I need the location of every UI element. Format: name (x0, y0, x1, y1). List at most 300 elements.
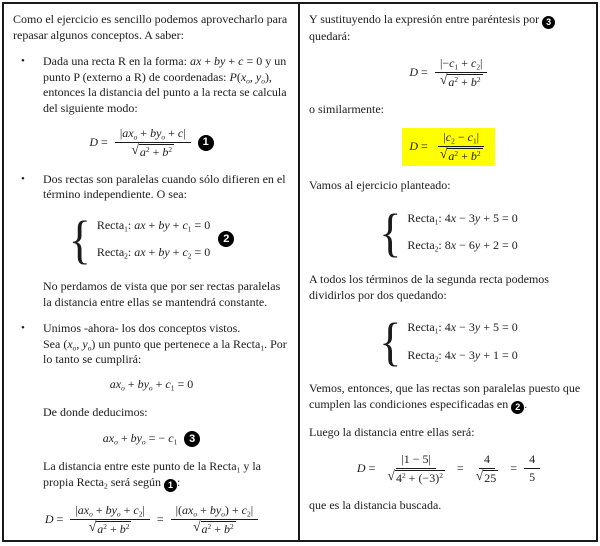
text-run: + (92, 502, 106, 517)
text-run: |− (440, 55, 450, 70)
text-run: + (145, 245, 159, 260)
square-root (387, 467, 445, 486)
text-run: − 3 (456, 210, 475, 225)
text-run: + (152, 376, 166, 391)
text-run: o (89, 509, 93, 519)
text-run (139, 144, 174, 160)
fraction (115, 126, 191, 160)
formula (103, 431, 200, 447)
text-run: y la propia Recta (43, 459, 261, 489)
text-run: o (114, 437, 118, 447)
text-run: + (149, 144, 163, 159)
text-run: Vemos, entonces, que las rectas son paralelas puesto que cumplen las condiciones especificadas en (309, 381, 581, 411)
text-run: 2 (401, 470, 406, 480)
fraction-numerator (396, 452, 436, 469)
text-run: + (137, 125, 151, 140)
square-root (440, 148, 483, 164)
text-run: 4 (395, 470, 402, 485)
paragraph (43, 405, 290, 421)
radical-icon: √ (439, 71, 448, 87)
text-run: + (145, 217, 159, 232)
text-run: o (221, 509, 225, 519)
text-run: No perdamos de vista que por ser rectas paralelas la distancia entre ellas se mantendrá constante. (43, 278, 281, 309)
text-run: que es la distancia buscada. (309, 497, 442, 512)
text-run (407, 205, 517, 260)
radical-icon: √ (192, 518, 201, 534)
fraction-numerator (524, 452, 540, 469)
bullet-marker-icon: • (21, 172, 25, 185)
text-run: 2 (125, 521, 130, 531)
text-run: 2 (434, 354, 439, 364)
text-run: : 4 (438, 347, 451, 362)
text-run: ), entonces la distancia del punto a la recta se calcula del siguiente modo: (43, 69, 287, 115)
text-run: : 8 (438, 238, 451, 253)
text-run: 1 (434, 326, 439, 336)
system-line (407, 211, 517, 227)
formula (45, 503, 258, 537)
text-run: − 3 (456, 320, 475, 335)
text-run: a (97, 521, 104, 536)
text-run: o (87, 343, 92, 353)
left-column (4, 4, 300, 540)
text-run: 2 (187, 251, 192, 261)
text-run: 2 (138, 509, 143, 519)
math-run (110, 377, 193, 393)
subscript (174, 438, 178, 447)
text-run: 1 (170, 383, 175, 393)
text-run: Unimos -ahora- los dos conceptos vistos. (43, 321, 241, 336)
system-line (97, 245, 210, 261)
text-run: Recta (407, 210, 435, 225)
text-run: by (158, 217, 170, 232)
text-run: ax (134, 245, 146, 260)
text-run: D (44, 511, 54, 526)
fraction (435, 130, 488, 164)
text-run: 2 (247, 509, 251, 519)
text-run: by (214, 54, 226, 69)
square-root (131, 141, 174, 160)
text-run: + (211, 521, 225, 536)
math-run (409, 139, 427, 155)
text-run: y (474, 320, 481, 335)
fraction-numerator (115, 126, 191, 143)
text-run: x (240, 69, 247, 84)
text-run: by (130, 431, 142, 446)
superscript (230, 522, 234, 531)
text-run: Recta (407, 238, 435, 253)
text-run: + (124, 376, 138, 391)
formula (89, 126, 213, 160)
text-run: o (246, 76, 250, 86)
text-run: : (127, 217, 135, 232)
text-run: ax (122, 125, 134, 140)
math-run (457, 461, 464, 477)
math-run (409, 65, 427, 81)
superscript (439, 470, 443, 479)
document-page (2, 2, 598, 542)
text-run: 2 (434, 244, 439, 254)
system-line (97, 218, 210, 234)
step-badge-2: 2 (218, 231, 234, 247)
text-run: = (510, 460, 518, 475)
text-run: by (150, 125, 162, 140)
text-run: = (53, 511, 64, 526)
text-run: Recta (96, 217, 125, 232)
text-run: + (458, 74, 471, 89)
bullet-text (43, 321, 290, 368)
text-run: o (161, 131, 166, 141)
text-run: 1 (173, 437, 178, 447)
fraction-numerator (171, 503, 259, 520)
step-badge-1: 1 (164, 479, 177, 492)
text-run: + (458, 149, 471, 164)
fraction-denominator (84, 520, 137, 537)
text-run: = − (145, 431, 169, 446)
text-run: a (448, 74, 455, 89)
fraction-denominator (435, 73, 488, 90)
text-run: |1 − 5| (401, 451, 431, 466)
text-run (395, 470, 445, 486)
text-run: , (249, 69, 256, 84)
text-run: quedará: (309, 29, 351, 43)
text-run: Sea ( (43, 336, 68, 351)
text-run: : 4 (438, 320, 451, 335)
radical-icon: √ (475, 467, 484, 483)
text-run: 4 (529, 452, 536, 467)
fraction (471, 452, 504, 486)
text-run: o similarmente: (309, 101, 384, 116)
text-run: b (470, 74, 477, 89)
step-badge-1: 1 (198, 135, 214, 151)
fraction (70, 503, 150, 537)
text-run: c (182, 245, 188, 260)
text-run: P (229, 69, 237, 84)
bullet-item (13, 172, 290, 203)
text-run: a (139, 144, 146, 159)
text-run: 2 (168, 144, 173, 154)
text-run: + (458, 55, 471, 70)
text-run: by (105, 502, 117, 517)
text-run: c (471, 55, 477, 70)
text-run: D (409, 139, 419, 154)
text-run: 2 (454, 74, 459, 84)
square-root (439, 71, 483, 90)
text-run: 2 (451, 136, 455, 146)
text-run: D (356, 460, 366, 475)
text-run: = (156, 511, 164, 526)
text-run: : (127, 245, 135, 260)
text-run: = 0 y un punto P (externo a R) de coordenadas: (43, 54, 287, 84)
brace-icon: { (379, 312, 402, 371)
radical-icon: √ (88, 518, 97, 534)
text-run: + (120, 502, 134, 517)
text-run: c (182, 217, 188, 232)
text-run (447, 74, 482, 90)
text-run: | (480, 55, 483, 70)
text-run: b (470, 149, 477, 164)
text-run: o (141, 437, 146, 447)
paragraph (309, 102, 588, 118)
text-run: | (75, 502, 78, 517)
text-run: 2 (454, 149, 459, 159)
paragraph (13, 12, 290, 43)
text-run: by (209, 502, 222, 517)
text-run: A todos los términos de la segunda recta podemos dividirlos por dos quedando: (309, 271, 549, 302)
text-run: 1 (434, 217, 439, 227)
text-run: c (165, 376, 171, 391)
text-run: ax (102, 431, 115, 446)
formula (357, 452, 540, 486)
text-run: Recta (96, 245, 125, 260)
text-run: = 0 (191, 245, 211, 260)
fraction-denominator (382, 469, 450, 486)
text-run: = (418, 64, 428, 79)
fraction-denominator (126, 143, 179, 160)
text-run (447, 148, 482, 164)
equation-system (379, 202, 518, 262)
text-run: c (168, 431, 174, 446)
text-run: b (119, 521, 126, 536)
radical-icon: √ (387, 467, 395, 483)
text-run: ) un punto que pertenece a la Recta (91, 336, 261, 351)
formula (110, 377, 193, 393)
text-run: c (238, 54, 244, 69)
text-run: | (443, 130, 446, 145)
text-run: Recta (407, 320, 435, 335)
system-line (407, 320, 517, 336)
text-run (96, 521, 131, 537)
text-run: 2 (439, 470, 443, 480)
formula (409, 56, 487, 90)
text-run: y (82, 336, 88, 351)
text-run: y (474, 210, 481, 225)
text-run: y (255, 69, 262, 84)
text-run: o (133, 131, 138, 141)
text-run: + (−3) (405, 470, 440, 485)
fraction-numerator (435, 56, 487, 73)
bullet-text (43, 54, 290, 116)
text-run: = 0 (174, 376, 194, 391)
math-run (103, 431, 177, 447)
text-run: + 2 = 0 (480, 238, 518, 253)
text-run: + (169, 245, 183, 260)
text-run: by (137, 376, 149, 391)
text-run: by (158, 245, 170, 260)
radical-icon: √ (439, 146, 448, 162)
paragraph (309, 381, 588, 414)
text-run: 5 (529, 470, 536, 485)
text-run: Dada una recta R en la forma: (43, 54, 190, 69)
text-run: 2 (207, 521, 212, 531)
math-run (45, 512, 63, 528)
brace-icon: { (68, 209, 91, 269)
text-run: 2 (145, 144, 150, 154)
text-run: 2 (124, 251, 128, 261)
fraction-denominator (524, 469, 540, 485)
text-run: ax (134, 217, 146, 232)
text-run: c (133, 502, 139, 517)
paragraph (309, 498, 588, 514)
text-run: y (474, 238, 481, 253)
text-run: = (418, 139, 428, 154)
text-run: x (450, 238, 457, 253)
step-badge-3: 3 (184, 431, 200, 447)
text-run: x (450, 320, 457, 335)
math-run (157, 512, 164, 528)
text-run: ) + (224, 502, 242, 517)
text-run: 1 (124, 224, 128, 234)
text-run: : (177, 474, 181, 489)
text-run: 2 (103, 481, 108, 491)
text-run: ( (236, 69, 241, 84)
right-column (300, 4, 596, 540)
text-run: x (450, 210, 457, 225)
text-run: 1 (454, 61, 459, 71)
text-run: o (116, 509, 121, 519)
text-run: 25 (484, 470, 497, 485)
text-run: . (524, 396, 528, 411)
text-run: : 4 (438, 210, 451, 225)
text-run: o (193, 509, 198, 519)
text-run: | (476, 130, 480, 145)
text-run: c (449, 55, 455, 70)
text-run (483, 470, 498, 486)
text-run: ax (182, 502, 194, 517)
text-run: D (409, 64, 419, 79)
text-run: Como el ejercicio es sencillo podemos aprovecharlo para repasar algunos conceptos. A saber: (13, 12, 288, 42)
fraction-numerator (70, 503, 150, 520)
text-run: | (250, 502, 254, 517)
text-run (97, 212, 210, 267)
math-run (357, 461, 375, 477)
text-run: Recta (407, 347, 435, 362)
paragraph (43, 459, 290, 492)
text-run: Dos rectas son paralelas cuando sólo difieren en el término independiente. O sea: (43, 171, 286, 202)
text-run: + (225, 54, 239, 69)
text-run: 2 (476, 61, 481, 71)
text-run: 1 (260, 343, 265, 353)
text-run: c (467, 130, 473, 145)
text-run: a (201, 521, 208, 536)
text-run: Y sustituyendo la expresión entre paréntesis por (309, 12, 543, 26)
text-run: + 1 = 0 (480, 347, 518, 362)
text-run: a (448, 149, 455, 164)
text-run: = (98, 134, 108, 149)
text-run: La distancia entre este punto de la Recta (43, 459, 237, 474)
fraction-numerator (479, 452, 495, 469)
bullet-item (13, 54, 290, 116)
text-run: | (119, 125, 123, 140)
text-run: = 0 (191, 217, 211, 232)
fraction (524, 452, 540, 485)
superscript (168, 144, 172, 153)
bullet-item (13, 321, 290, 368)
step-badge-2: 2 (511, 401, 524, 414)
text-run: b (162, 144, 169, 159)
text-run: 1 (187, 224, 192, 234)
text-run: | (142, 502, 145, 517)
text-run: | (183, 125, 186, 140)
paragraph (309, 178, 588, 194)
text-run: + 5 = 0 (480, 210, 518, 225)
text-run: 2 (230, 521, 234, 531)
bullet-text (43, 172, 290, 203)
square-root (192, 518, 236, 537)
brace-icon: { (379, 202, 402, 262)
equation-system (68, 209, 235, 269)
text-run: = (365, 460, 376, 475)
text-run: − 6 (456, 238, 475, 253)
superscript (477, 75, 481, 84)
text-run: o (261, 76, 265, 86)
text-run: será según (107, 474, 165, 489)
text-run (407, 314, 517, 369)
text-run: + (197, 502, 210, 517)
text-run: + (165, 125, 178, 140)
text-run: , (76, 336, 83, 351)
paragraph (309, 272, 588, 303)
text-run: Vamos al ejercicio planteado: (309, 178, 451, 193)
text-run: 1 (472, 136, 477, 146)
math-run (510, 461, 517, 477)
text-run: − 3 (456, 347, 475, 362)
text-run: ax (77, 502, 90, 517)
text-run: = (456, 460, 464, 475)
fraction (171, 503, 259, 537)
paragraph (43, 279, 290, 310)
text-run: x (450, 347, 457, 362)
text-run: b (224, 521, 231, 536)
text-run: Luego la distancia entre ellas será: (309, 424, 475, 439)
step-badge-3: 3 (542, 16, 555, 29)
text-run: ax (189, 54, 202, 69)
text-run: 4 (483, 451, 490, 466)
text-run: c (445, 130, 452, 145)
text-run: + (117, 431, 131, 446)
square-root (88, 518, 132, 537)
bullet-marker-icon: • (21, 55, 25, 68)
radical-icon: √ (131, 141, 139, 157)
math-run (89, 135, 107, 151)
system-line (407, 348, 517, 364)
text-run: 2 (103, 521, 107, 531)
text-run: . Por lo tanto se cumplirá: (43, 336, 287, 367)
formula-highlighted (402, 128, 494, 166)
text-run: |( (175, 502, 183, 517)
text-run: + 5 = 0 (480, 320, 518, 335)
paragraph (309, 12, 588, 45)
text-run (201, 521, 236, 537)
paragraph (309, 425, 588, 441)
text-run: o (148, 383, 153, 393)
text-run: De donde deducimos: (43, 404, 148, 419)
fraction (382, 452, 450, 486)
text-run: + (169, 217, 183, 232)
text-run: c (241, 502, 247, 517)
bullet-marker-icon: • (21, 322, 25, 335)
text-run: 1 (236, 465, 241, 475)
text-run: o (121, 383, 125, 393)
fraction (435, 56, 488, 90)
text-run: − (454, 130, 468, 145)
equation-system (379, 314, 517, 369)
system-line (407, 238, 517, 254)
square-root (475, 467, 499, 486)
superscript (477, 149, 481, 158)
text-run: 2 (476, 74, 481, 84)
text-run: + (201, 54, 215, 69)
fraction-numerator (438, 130, 484, 147)
